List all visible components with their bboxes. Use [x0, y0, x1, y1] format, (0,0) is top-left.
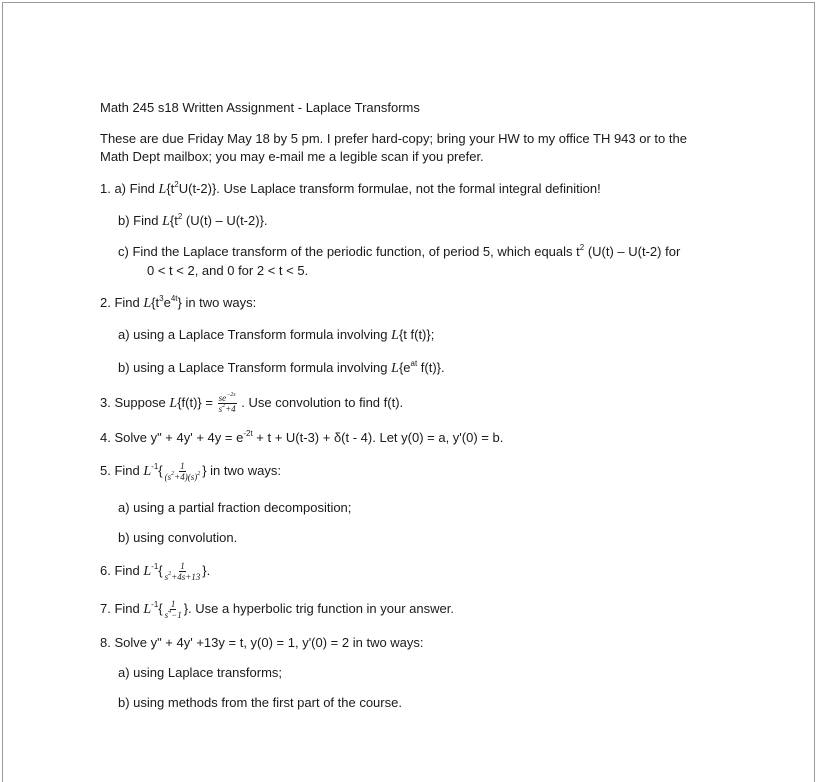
document-title: Math 245 s18 Written Assignment - Laplace Transforms: [100, 100, 420, 115]
problem-3: 3. Suppose L{f(t)} = $\frac{se^{-2s}}{s^2+4}$ . Use convolution to find f(t).: [100, 392, 404, 415]
laplace-symbol: L: [143, 296, 152, 311]
fraction-denominator: $s^4-1$: [164, 609, 182, 621]
fraction: [218, 393, 237, 414]
laplace-symbol: L: [391, 361, 399, 376]
problem-2a: a) using a Laplace Transform formula involving L{t f(t)};: [118, 327, 435, 343]
problem-2b: b) using a Laplace Transform formula involving $L\{e^{at}$ f(t)}.: [118, 358, 445, 376]
fraction-denominator: $(s^2+4)(s)^2$: [164, 471, 201, 483]
inverse-laplace-symbol: L: [143, 464, 152, 479]
fraction: [164, 561, 202, 582]
problem-1c-line-2: 0 < t < 2, and 0 for 2 < t < 5.: [147, 263, 309, 278]
problem-5: 5. Find $L^{-1}${ $\frac{1}{(s^2+4)(s)^2}$ } in two ways:: [100, 461, 281, 483]
problem-1a: 1. a) Find $L\{t^2U(t-2)\}$. Use Laplace transform formulae, not the formal integral definition!: [100, 179, 601, 197]
problem-2: 2. Find $L\{t^3e^{4t}\}$ in two ways:: [100, 293, 257, 311]
laplace-symbol: L: [169, 396, 178, 411]
fraction-numerator: 1: [170, 599, 176, 610]
fraction: [164, 599, 183, 620]
document-page: [2, 2, 815, 782]
fraction-numerator: 1: [180, 561, 185, 572]
problem-7: 7. Find $L^{-1}${ $\frac{1}{s^4-1}$ }. Use a hyperbolic trig function in your answer.: [100, 599, 454, 621]
problem-8b: b) using methods from the first part of the course.: [118, 695, 402, 710]
fraction-numerator: 1: [180, 461, 185, 472]
laplace-symbol: L: [162, 214, 170, 229]
problem-1b: b) Find $L\{t^2$ (U(t) – U(t-2)}.: [118, 211, 268, 229]
problem-6: 6. Find $L^{-1}${ $\frac{1}{s^2+4s+13}$ }.: [100, 561, 211, 583]
fraction-denominator: $s^2+4s+13$: [164, 571, 201, 583]
problem-5a: a) using a partial fraction decomposition;: [118, 500, 352, 515]
fraction-numerator: $se^{-2s}$: [218, 392, 236, 404]
problem-8a: a) using Laplace transforms;: [118, 665, 283, 680]
inverse-laplace-symbol: L: [143, 602, 152, 617]
problem-5b: b) using convolution.: [118, 530, 238, 545]
intro-line-1: These are due Friday May 18 by 5 pm. I prefer hard-copy; bring your HW to my office TH 943 or to the: [100, 131, 687, 146]
laplace-symbol: L: [391, 328, 399, 343]
problem-8: 8. Solve y" + 4y' +13y = t, y(0) = 1, y'(0) = 2 in two ways:: [100, 635, 424, 650]
laplace-symbol: L: [158, 182, 167, 197]
problem-4: 4. Solve y" + $4y' + 4y = e^{-2t} + t + U(t-3) + \delta(t - 4)$. Let y(0) = a, y'(0) = b.: [100, 428, 504, 445]
fraction-denominator: $s^2+4$: [218, 403, 236, 415]
inverse-laplace-symbol: L: [143, 564, 152, 579]
problem-1c-line-1: c) Find the Laplace transform of the periodic function, of period 5, which equals $t^2$ (U(t) – U(t-2) for: [118, 242, 681, 259]
fraction: [164, 461, 202, 482]
intro-line-2: Math Dept mailbox; you may e-mail me a legible scan if you prefer.: [100, 149, 484, 164]
